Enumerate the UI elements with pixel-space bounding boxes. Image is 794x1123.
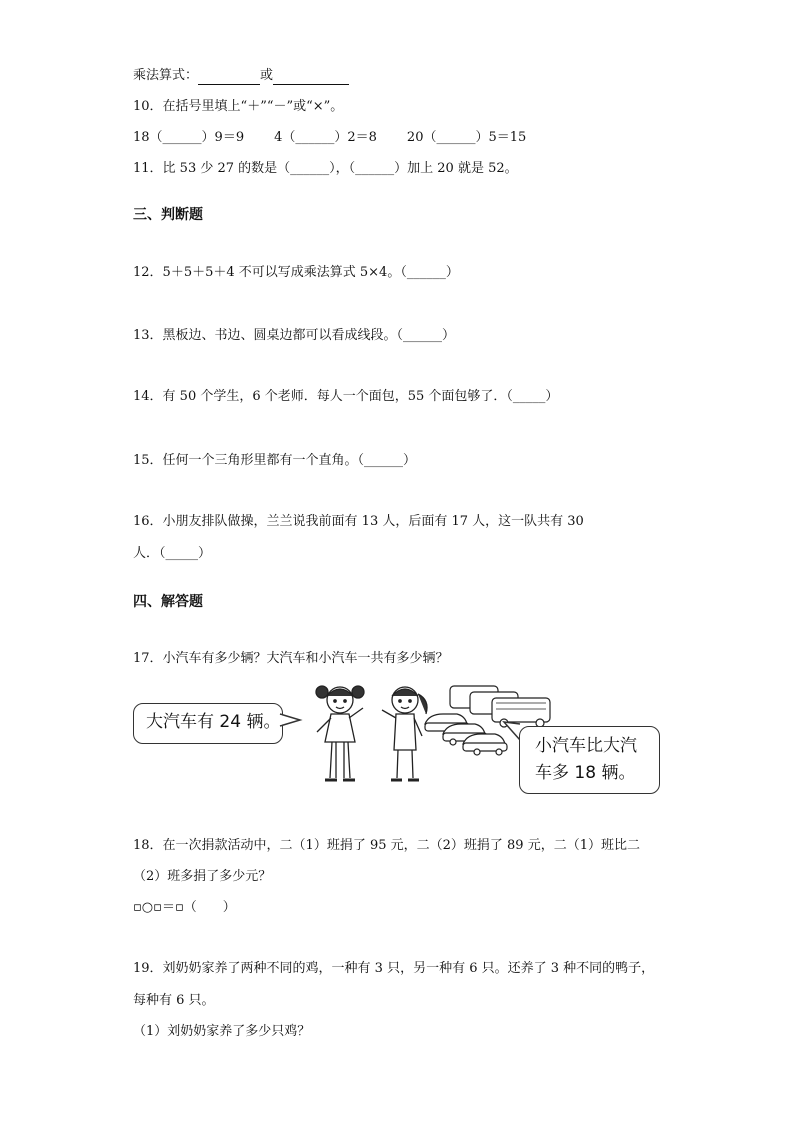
- q12-line[interactable]: 12．5＋5＋5＋4 不可以写成乘法算式 5×4。（______）: [133, 265, 459, 280]
- bubble-left: [133, 703, 283, 744]
- q14-line[interactable]: 14．有 50 个学生，6 个老师．每人一个面包，55 个面包够了．（_____）: [133, 389, 559, 404]
- q9-blank-1[interactable]: [198, 70, 260, 85]
- bubble-right-text-1: 小汽车比大汽: [535, 736, 637, 756]
- q19-line-1: 19．刘奶奶家养了两种不同的鸡，一种有 3 只，另一种有 6 只。还养了 3 种不同的鸭子，: [133, 961, 655, 976]
- q9-blank-2[interactable]: [273, 70, 349, 85]
- q16-line-2[interactable]: 人．（_____）: [133, 546, 212, 561]
- bubble-right-text-2: 车多 18 辆。: [535, 763, 636, 783]
- q18-line-1: 18．在一次捐款活动中，二（1）班捐了 95 元，二（2）班捐了 89 元，二（1）班比二: [133, 838, 640, 853]
- q18-line-2: （2）班多捐了多少元？: [133, 869, 272, 884]
- girl-left-figure-icon: [305, 680, 375, 790]
- q13-line[interactable]: 13．黑板边、书边、圆桌边都可以看成线段。（______）: [133, 328, 456, 343]
- q9-formula-line: [133, 67, 349, 85]
- q17-line: 17．小汽车有多少辆？大汽车和小汽车一共有多少辆？: [133, 651, 449, 666]
- q16-line-1: 16．小朋友排队做操，兰兰说我前面有 13 人，后面有 17 人，这一队共有 30: [133, 514, 584, 529]
- q15-line[interactable]: 15．任何一个三角形里都有一个直角。（______）: [133, 453, 417, 468]
- q10-expressions: [133, 129, 526, 147]
- q10-expr-2[interactable]: 4（______）2＝8: [274, 130, 377, 145]
- q17-illustration: [130, 678, 670, 813]
- q10-title: 10．在括号里填上“＋”“－”或“×”。: [133, 99, 344, 114]
- q19-line-2: 每种有 6 只。: [133, 993, 215, 1008]
- bubble-right: [519, 726, 660, 794]
- section-4-heading: 四、解答题: [133, 594, 203, 610]
- bubble-left-text: 大汽车有 24 辆。: [146, 712, 281, 732]
- section-3-heading: 三、判断题: [133, 207, 203, 223]
- q19-sub-1: （1）刘奶奶家养了多少只鸡？: [133, 1024, 311, 1039]
- q9-label: 乘法算式：: [133, 68, 199, 83]
- q10-expr-1[interactable]: 18（______）9＝9: [133, 130, 245, 145]
- q11-line[interactable]: 11．比 53 少 27 的数是（______），（______）加上 20 就是 52。: [133, 161, 518, 176]
- q9-or: 或: [260, 68, 274, 83]
- q10-expr-3[interactable]: 20（______）5＝15: [406, 130, 527, 145]
- q18-formula[interactable]: ▫○▫＝▫（ ）: [133, 900, 236, 915]
